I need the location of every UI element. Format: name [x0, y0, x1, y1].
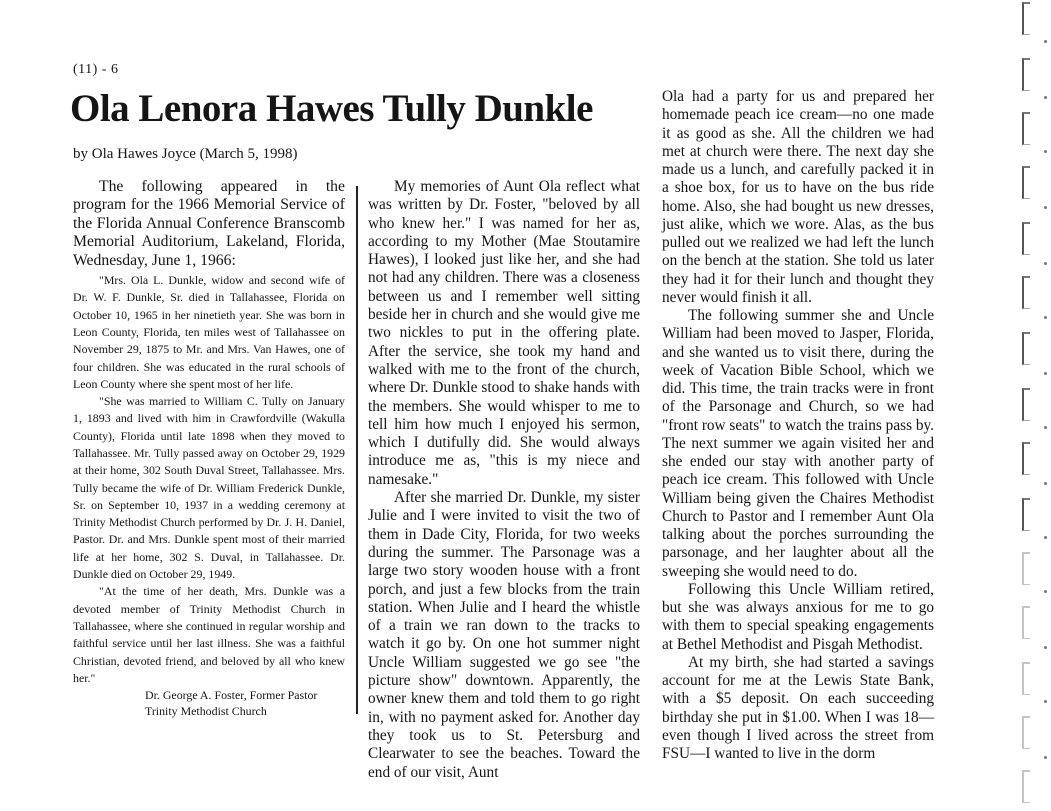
binding-ring	[1022, 498, 1030, 531]
column-3	[662, 88, 934, 763]
binding-hole	[1044, 756, 1047, 759]
obituary-paragraph: "She was married to William C. Tully on January 1, 1893 and lived with him in Crawfordville (Wakulla County), Florida until late 1898 when they moved to Tallahassee. Mr. Tully passed away on October 29, 1929 at their home, 302 South Duval Street, Tallahassee. Mrs. Tully became the wife of Dr. William Frederick Dunkle, Sr. on September 10, 1937 in a wedding ceremony at Trinity Methodist Church performed by Dr. J. H. Daniel, Pastor. Dr. and Mrs. Dunkle spent most of their married life at her home, 302 S. Duval, in Tallahassee. Dr. Dunkle died on October 29, 1949.	[73, 394, 345, 582]
binding-ring	[1022, 716, 1030, 749]
binding-hole	[1044, 536, 1047, 539]
memory-paragraph: The following summer she and Uncle William had been moved to Jasper, Florida, and she wanted us to visit there, during the week of Vacation Bible School, which we did. This time, the train tracks were in front of the Parsonage and Church, so we had "front row seats" to watch the trains pass by. The next summer we again visited her and she ended our stay with another party of peach ice cream. This followed with Uncle William being given the Chaires Methodist Church to Pastor and I remember Aunt Ola talking about the porches surrounding the parsonage, and her laughter about all the sweeping she would need to do.	[662, 307, 934, 580]
page-number: (11) - 6	[73, 62, 119, 77]
binding-hole	[1044, 262, 1047, 265]
binding-hole	[1044, 482, 1047, 485]
binding-hole	[1044, 646, 1047, 649]
binding-ring	[1022, 606, 1030, 639]
binding-ring	[1022, 222, 1030, 255]
binding-ring	[1022, 332, 1030, 365]
signature-church: Trinity Methodist Church	[145, 704, 267, 719]
binding-hole	[1044, 372, 1047, 375]
memory-paragraph: Ola had a party for us and prepared her homemade peach ice cream—no one made it as good as she. All the children we had met at church were there. The next day she made us a lunch, and carefully packed it in a shoe box, for us to have on the bus ride home. Also, she had bought us new dresses, just alike, which we wore. Alas, as the bus pulled out we realized we had left the lunch on the bench at the station. She told us later they had it for their lunch and thought they never would finish it all.	[662, 88, 934, 306]
binding-ring	[1022, 388, 1030, 421]
spiral-binding	[1018, 0, 1051, 811]
binding-ring	[1022, 552, 1030, 585]
byline: by Ola Hawes Joyce (March 5, 1998)	[73, 146, 298, 162]
binding-hole	[1044, 316, 1047, 319]
binding-hole	[1044, 590, 1047, 593]
binding-ring	[1022, 112, 1030, 145]
binding-hole	[1044, 700, 1047, 703]
binding-hole	[1044, 206, 1047, 209]
binding-ring	[1022, 662, 1030, 695]
binding-ring	[1022, 58, 1030, 91]
column-divider	[356, 186, 358, 714]
binding-ring	[1022, 276, 1030, 309]
article-title: Ola Lenora Hawes Tully Dunkle	[70, 87, 593, 130]
column-2	[368, 178, 640, 782]
binding-hole	[1044, 150, 1047, 153]
binding-ring	[1022, 770, 1030, 803]
memory-paragraph: At my birth, she had started a savings account for me at the Lewis State Bank, with a $5 deposit. On each succeeding birthday she put in $1.00. When I was 18—even though I lived across the street from FSU—I wanted to live in the dorm	[662, 653, 934, 762]
obituary-paragraph: "Mrs. Ola L. Dunkle, widow and second wife of Dr. W. F. Dunkle, Sr. died in Tallahassee, Florida on October 10, 1965 in her ninetieth year. She was born in Leon County, Florida, ten miles west of Tallahassee on November 29, 1875 to Mr. and Mrs. Van Hawes, one of four children. She was educated in the rural schools of Leon County where she spent most of her life.	[73, 273, 345, 391]
intro-paragraph: The following appeared in the program for the 1966 Memorial Service of the Florida Annual Conference Branscomb Memorial Auditorium, Lakeland, Florida, Wednesday, June 1, 1966:	[73, 178, 345, 269]
memory-paragraph: Following this Uncle William retired, but she was always anxious for me to go with them to special speaking engagements at Bethel Methodist and Pisgah Methodist.	[662, 580, 934, 653]
obituary-paragraph: "At the time of her death, Mrs. Dunkle was a devoted member of Trinity Methodist Church in Tallahassee, where she continued in regular worship and faithful service until her last illness. She was a faithful Christian, devoted friend, and beloved by all who knew her."	[73, 584, 345, 685]
binding-hole	[1044, 426, 1047, 429]
binding-ring	[1022, 166, 1030, 199]
memory-paragraph: My memories of Aunt Ola reflect what was written by Dr. Foster, "beloved by all who knew her." I was named for her as, according to my Mother (Mae Stoutamire Hawes), I looked just like her, and she had not had any children. There was a closeness between us and I remember well sitting beside her in church and she would give me two nickles to put in the offering plate. After the service, she took my hand and walked with me to the front of the church, where Dr. Dunkle stood to shake hands with the members. She would whisper to me to tell him how much I enjoyed his sermon, which I dutifully did. She would always introduce me as, "this is my niece and namesake."	[368, 178, 640, 488]
signature-name: Dr. George A. Foster, Former Pastor	[145, 688, 318, 703]
binding-ring	[1022, 442, 1030, 475]
binding-hole	[1044, 40, 1047, 43]
column-1	[73, 178, 345, 719]
binding-ring	[1022, 2, 1030, 35]
binding-hole	[1044, 96, 1047, 99]
memory-paragraph: After she married Dr. Dunkle, my sister Julie and I were invited to visit the two of them in Dade City, Florida, for two weeks during the summer. The Parsonage was a large two story wooden house with a front porch, and just a few blocks from the train station. When Julie and I heard the whistle of a train we ran down to the tracks to watch it go by. On one hot summer night Uncle William suggested we go see "the picture show" downtown. Apparently, the owner knew them and told them to go right in, with no payment asked for. Another day they took us to St. Petersburg and Clearwater to see the beaches. Toward the end of our visit, Aunt	[368, 489, 640, 781]
